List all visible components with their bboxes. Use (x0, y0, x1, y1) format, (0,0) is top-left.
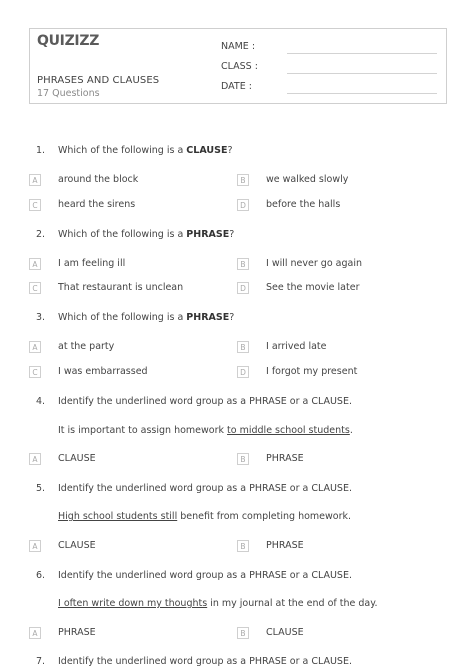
option-c-box[interactable]: C (29, 366, 41, 378)
question-text: Identify the underlined word group as a PHRASE or a CLAUSE. (58, 656, 352, 667)
question-text: Identify the underlined word group as a PHRASE or a CLAUSE. (58, 570, 352, 581)
class-label: CLASS : (221, 61, 258, 72)
option-b-text: I arrived late (266, 341, 327, 352)
option-b-box[interactable]: B (237, 174, 249, 186)
option-a-text: CLAUSE (58, 540, 96, 551)
option-b-box[interactable]: B (237, 627, 249, 639)
option-d-text: I forgot my present (266, 366, 358, 377)
option-a-box[interactable]: A (29, 627, 41, 639)
question-count: 17 Questions (37, 88, 100, 99)
option-a-text: I am feeling ill (58, 258, 126, 269)
option-b-box[interactable]: B (237, 258, 249, 270)
option-a-text: PHRASE (58, 627, 96, 638)
question-number: 4. (36, 396, 46, 407)
option-b-box[interactable]: B (237, 540, 249, 552)
option-c-box[interactable]: C (29, 282, 41, 294)
option-d-box[interactable]: D (237, 199, 249, 211)
option-d-box[interactable]: D (237, 282, 249, 294)
underlined-word-group: to middle school students (227, 425, 350, 436)
question-number: 7. (36, 656, 46, 667)
name-label: NAME : (221, 41, 256, 52)
quizizz-logo: QUIZIZZ (37, 33, 100, 49)
date-label: DATE : (221, 81, 252, 92)
question-sentence: It is important to assign homework to middle school students. (58, 425, 353, 436)
option-b-box[interactable]: B (237, 453, 249, 465)
question-text: Which of the following is a PHRASE? (58, 312, 235, 323)
question-number: 5. (36, 483, 46, 494)
option-c-text: heard the sirens (58, 199, 136, 210)
class-line[interactable] (287, 73, 437, 74)
option-c-text: That restaurant is unclean (58, 282, 184, 293)
option-c-text: I was embarrassed (58, 366, 148, 377)
option-a-box[interactable]: A (29, 258, 41, 270)
question-text: Identify the underlined word group as a PHRASE or a CLAUSE. (58, 483, 352, 494)
option-a-box[interactable]: A (29, 540, 41, 552)
option-d-text: See the movie later (266, 282, 360, 293)
option-a-text: at the party (58, 341, 115, 352)
option-a-box[interactable]: A (29, 341, 41, 353)
option-d-text: before the halls (266, 199, 341, 210)
question-number: 6. (36, 570, 46, 581)
name-line[interactable] (287, 53, 437, 54)
underlined-word-group: High school students still (58, 511, 178, 522)
question-text: Which of the following is a CLAUSE? (58, 145, 233, 156)
question-sentence: High school students still benefit from completing homework. (58, 511, 352, 522)
option-c-box[interactable]: C (29, 199, 41, 211)
option-d-box[interactable]: D (237, 366, 249, 378)
option-a-box[interactable]: A (29, 174, 41, 186)
question-number: 3. (36, 312, 46, 323)
option-a-text: around the block (58, 174, 139, 185)
option-b-text: I will never go again (266, 258, 362, 269)
option-b-text: CLAUSE (266, 627, 304, 638)
question-number: 2. (36, 229, 46, 240)
question-sentence: I often write down my thoughts in my journal at the end of the day. (58, 598, 378, 609)
option-b-text: PHRASE (266, 540, 304, 551)
option-a-box[interactable]: A (29, 453, 41, 465)
underlined-word-group: I often write down my thoughts (58, 598, 208, 609)
option-a-text: CLAUSE (58, 453, 96, 464)
worksheet-title: PHRASES AND CLAUSES (37, 75, 160, 86)
option-b-box[interactable]: B (237, 341, 249, 353)
question-text: Identify the underlined word group as a PHRASE or a CLAUSE. (58, 396, 352, 407)
question-text: Which of the following is a PHRASE? (58, 229, 235, 240)
option-b-text: PHRASE (266, 453, 304, 464)
date-line[interactable] (287, 93, 437, 94)
option-b-text: we walked slowly (266, 174, 349, 185)
question-number: 1. (36, 145, 46, 156)
